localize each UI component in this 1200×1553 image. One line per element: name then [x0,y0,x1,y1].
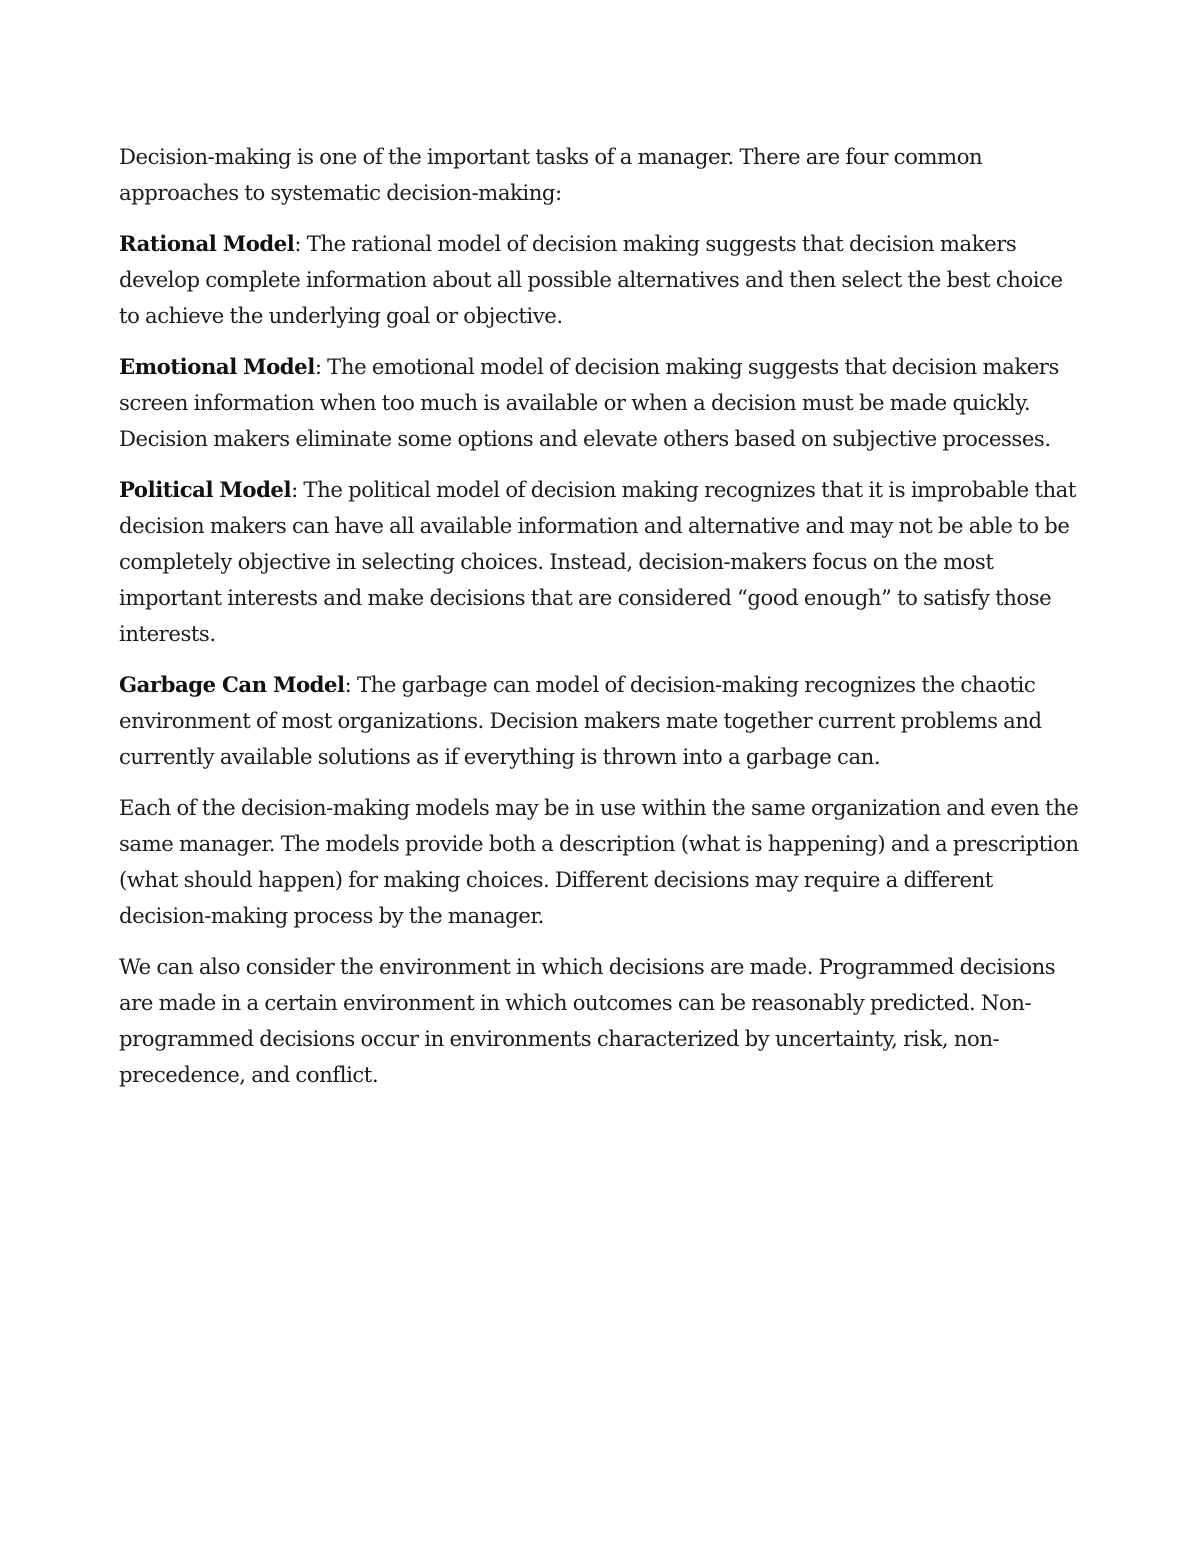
document-body [119,139,1084,1108]
emotional-model-paragraph [119,349,1084,457]
garbage-can-model-text: : The garbage can model of decision-making recognizes the chaotic environment of most organizations. Decision makers mate together current problems and currently available solutions as if everything is thrown into a garbage can. [119,672,1042,769]
models-usage-paragraph: Each of the decision-making models may be in use within the same organization and even the same manager. The models provide both a description (what is happening) and a prescription (what should happen) for making choices. Different decisions may require a different decision-making process by the manager. [119,795,1079,928]
decision-environment-paragraph: We can also consider the environment in which decisions are made. Programmed decisions are made in a certain environment in which outcomes can be reasonably predicted. Non-programmed decisions occur in environments characterized by uncertainty, risk, non-precedence, and conflict. [119,954,1056,1087]
intro-paragraph: Decision-making is one of the important tasks of a manager. There are four common approaches to systematic decision-making: [119,144,983,205]
political-model-paragraph [119,472,1084,652]
garbage-can-model-term: Garbage Can Model [119,672,345,697]
political-model-term: Political Model [119,477,292,502]
rational-model-term: Rational Model [119,231,295,256]
political-model-text: : The political model of decision making recognizes that it is improbable that decision makers can have all available information and alternative and may not be able to be completely objective in selecting choices. Instead, decision-makers focus on the most important interests and make decisions that are considered “good enough” to satisfy those interests. [119,477,1076,646]
rational-model-text: : The rational model of decision making suggests that decision makers develop complete information about all possible alternatives and then select the best choice to achieve the underlying goal or objective. [119,231,1063,328]
emotional-model-text: : The emotional model of decision making suggests that decision makers screen information when too much is available or when a decision must be made quickly. Decision makers eliminate some options and elevate others based on subjective processes. [119,354,1059,451]
rational-model-paragraph [119,226,1084,334]
emotional-model-term: Emotional Model [119,354,315,379]
garbage-can-model-paragraph [119,667,1084,775]
